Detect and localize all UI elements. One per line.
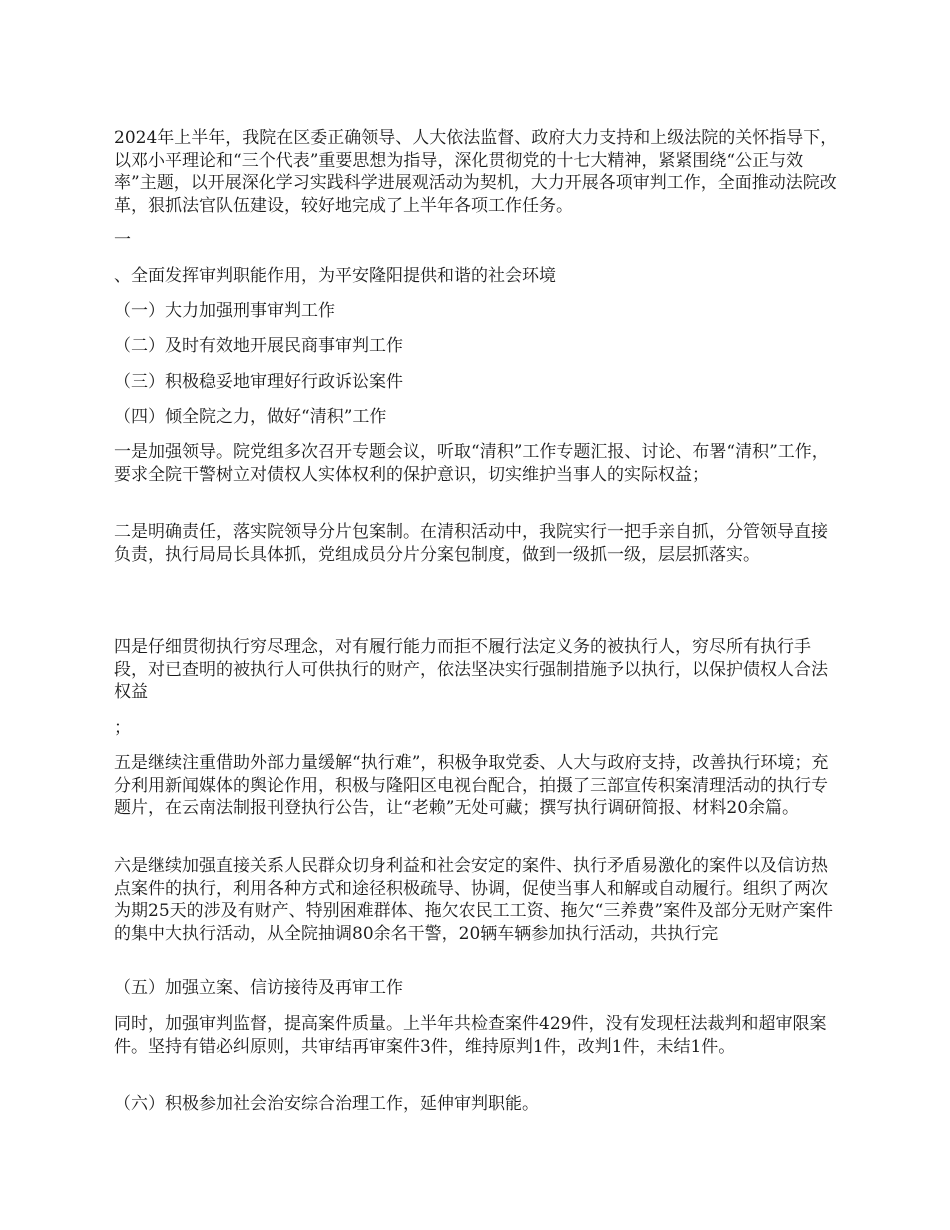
subheading-3: （三）积极稳妥地审理好行政诉讼案件 [114, 372, 403, 392]
paragraph-responsibility: 二是明确责任，落实院领导分片包案制。在清积活动中，我院实行一把手亲自抓，分管领导直接负责，执行局局长具体抓，党组成员分片分案包制度，做到一级抓一级，层层抓落实。 [114, 522, 828, 565]
section-heading: 、全面发挥审判职能作用，为平安隆阳提供和谐的社会环境 [114, 266, 556, 286]
paragraph-leadership: 一是加强领导。院党组多次召开专题会议，听取“清积”工作专题汇报、讨论、布署“清积”工作，要求全院干警树立对债权人实体权利的保护意识，切实维护当事人的实际权益； [114, 442, 829, 485]
paragraph-external-support: 五是继续注重借助外部力量缓解“执行难”，积极争取党委、人大与政府支持，改善执行环境；充分利用新闻媒体的舆论作用，积极与隆阳区电视台配合，拍摄了三部宣传积案清理活动的执行专题片，在云南法制报刊登执行公告，让“老赖”无处可藏；撰写执行调研简报、材料20余篇。 [114, 753, 829, 818]
section-number: 一 [114, 230, 131, 250]
subheading-1: （一）大力加强刑事审判工作 [114, 301, 335, 321]
subheading-5: （五）加强立案、信访接待及再审工作 [114, 978, 403, 998]
paragraph-execution: 四是仔细贯彻执行穷尽理念，对有履行能力而拒不履行法定义务的被执行人，穷尽所有执行手段，对已查明的被执行人可供执行的财产，依法坚决实行强制措施予以执行，以保护债权人合法权益 [114, 637, 828, 702]
subheading-6: （六）积极参加社会治安综合治理工作，延伸审判职能。 [114, 1094, 539, 1114]
semicolon-line: ； [114, 718, 131, 738]
paragraph-petition-cases: 六是继续加强直接关系人民群众切身利益和社会安定的案件、执行矛盾易激化的案件以及信访热点案件的执行，利用各种方式和途径积极疏导、协调，促使当事人和解或自动履行。组织了两次为期25天的涉及有财产、特别困难群体、拖欠农民工工资、拖欠“三养费”案件及部分无财产案件的集中大执行活动，从全院抽调80余名干警，20辆车辆参加执行活动，共执行完 [114, 856, 834, 944]
paragraph-supervision: 同时，加强审判监督，提高案件质量。上半年共检查案件429件，没有发现枉法裁判和超审限案件。坚持有错必纠原则，共审结再审案件3件，维持原判1件，改判1件，未结1件。 [114, 1014, 827, 1057]
intro-paragraph: 2024年上半年，我院在区委正确领导、人大依法监督、政府大力支持和上级法院的关怀指导下，以邓小平理论和“三个代表”重要思想为指导，深化贯彻党的十七大精神，紧紧围绕“公正与效率”主题，以开展深化学习实践科学进展观活动为契机，大力开展各项审判工作，全面推动法院改革，狠抓法官队伍建设，较好地完成了上半年各项工作任务。 [114, 128, 838, 216]
subheading-2: （二）及时有效地开展民商事审判工作 [114, 336, 403, 356]
subheading-4: （四）倾全院之力，做好“清积”工作 [114, 407, 387, 427]
